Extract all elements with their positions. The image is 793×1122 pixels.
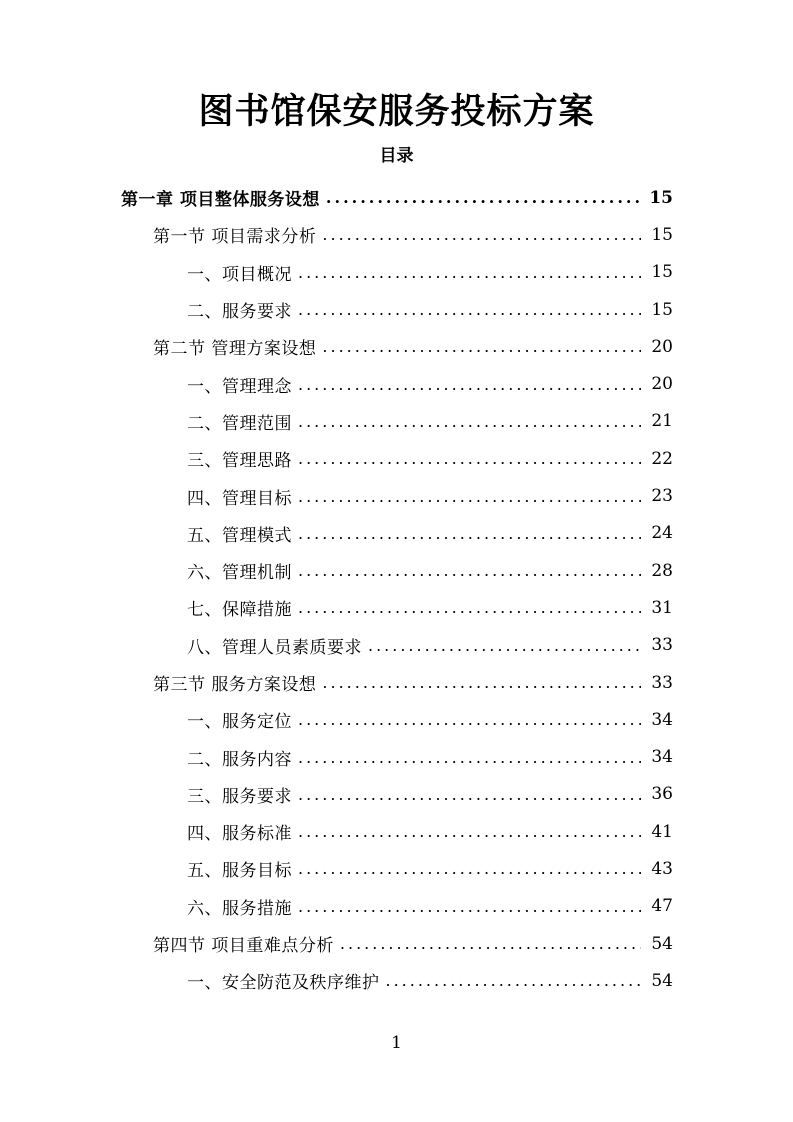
- toc-entry-label: 第一章 项目整体服务设想: [121, 190, 320, 211]
- toc-entry[interactable]: [0, 403, 793, 440]
- toc-entry-page: 31: [651, 597, 673, 618]
- toc-entry[interactable]: [0, 738, 793, 775]
- toc-dot-leader: [298, 748, 641, 767]
- toc-entry-label: 一、服务定位: [187, 712, 292, 733]
- toc-entry-label: 一、项目概况: [187, 264, 292, 285]
- toc-dot-leader: [298, 412, 641, 431]
- toc-dot-leader: [340, 934, 641, 953]
- toc-dot-leader: [322, 337, 641, 356]
- toc-entry[interactable]: [0, 627, 793, 664]
- toc-dot-leader: [298, 300, 641, 319]
- toc-dot-leader: [298, 449, 641, 468]
- toc-entry-label: 二、服务要求: [187, 302, 292, 323]
- page-number: 1: [391, 1033, 402, 1053]
- toc-entry-page: 28: [651, 560, 673, 581]
- toc-dot-leader: [298, 561, 641, 580]
- toc-dot-leader: [368, 636, 641, 655]
- toc-entry-page: 54: [651, 933, 673, 954]
- toc-entry[interactable]: [0, 589, 793, 626]
- toc-entry-page: 33: [651, 672, 673, 693]
- toc-dot-leader: [298, 710, 641, 729]
- toc-entry[interactable]: [0, 291, 793, 328]
- toc-dot-leader: [298, 487, 641, 506]
- toc-entry-page: 15: [651, 262, 673, 283]
- toc-dot-leader: [326, 188, 641, 207]
- toc-entry[interactable]: [0, 701, 793, 738]
- toc-entry-label: 第一节 项目需求分析: [153, 227, 317, 248]
- toc-dot-leader: [386, 971, 642, 990]
- toc-entry[interactable]: [0, 850, 793, 887]
- toc-entry-page: 36: [651, 784, 673, 805]
- toc-entry[interactable]: [0, 888, 793, 925]
- toc-entry-page: 15: [651, 299, 673, 320]
- toc-entry-label: 第二节 管理方案设想: [153, 339, 317, 360]
- toc-entry[interactable]: [0, 515, 793, 552]
- toc-entry[interactable]: [0, 664, 793, 701]
- toc-entry[interactable]: [0, 477, 793, 514]
- toc-entry-label: 六、服务措施: [187, 898, 292, 919]
- document-title: 图书馆保安服务投标方案: [198, 91, 595, 132]
- toc-entry-page: 21: [651, 411, 673, 432]
- toc-dot-leader: [298, 785, 641, 804]
- toc-dot-leader: [298, 822, 641, 841]
- toc-entry-label: 第四节 项目重难点分析: [153, 936, 334, 957]
- toc-dot-leader: [298, 897, 641, 916]
- toc-entry[interactable]: [0, 813, 793, 850]
- toc-entry-page: 15: [651, 224, 673, 245]
- toc-entry[interactable]: [0, 216, 793, 253]
- toc-entry-page: 34: [651, 747, 673, 768]
- toc-heading: 目录: [379, 146, 414, 166]
- toc-entry-label: 第三节 服务方案设想: [153, 675, 317, 695]
- toc-entry-page: 20: [651, 374, 673, 395]
- toc-entry-label: 五、管理模式: [187, 525, 292, 546]
- toc-entry[interactable]: [0, 776, 793, 813]
- toc-entry-page: 43: [651, 858, 673, 879]
- toc-entry[interactable]: [0, 365, 793, 402]
- toc-entry-page: 33: [651, 635, 673, 656]
- toc-dot-leader: [298, 263, 641, 282]
- toc-dot-leader: [298, 859, 641, 878]
- toc-entry-label: 六、管理机制: [187, 563, 292, 584]
- toc-entry-page: 22: [651, 448, 673, 469]
- toc-dot-leader: [298, 598, 641, 617]
- toc-entry-page: 20: [651, 336, 673, 357]
- toc-entry[interactable]: [0, 328, 793, 365]
- toc-dot-leader: [298, 524, 641, 543]
- toc-entry[interactable]: [0, 962, 793, 999]
- toc-entry-label: 三、管理思路: [187, 451, 292, 472]
- table-of-contents: [0, 179, 793, 1000]
- toc-entry[interactable]: [0, 925, 793, 962]
- toc-dot-leader: [322, 673, 641, 692]
- toc-entry-label: 一、安全防范及秩序维护: [187, 973, 380, 994]
- toc-entry-page: 23: [651, 486, 673, 507]
- toc-entry-label: 二、管理范围: [187, 413, 292, 434]
- toc-entry-label: 二、服务内容: [187, 749, 292, 770]
- toc-entry-label: 一、管理理念: [187, 376, 292, 397]
- toc-dot-leader: [322, 225, 641, 244]
- toc-entry-label: 四、管理目标: [187, 488, 292, 509]
- toc-entry-page: 41: [651, 821, 673, 842]
- toc-entry[interactable]: [0, 254, 793, 291]
- toc-entry-label: 七、保障措施: [187, 600, 292, 621]
- toc-dot-leader: [298, 375, 641, 394]
- toc-entry-page: 34: [651, 709, 673, 730]
- toc-entry-page: 54: [651, 970, 673, 991]
- toc-entry-label: 四、服务标准: [187, 824, 292, 845]
- toc-entry-label: 八、管理人员素质要求: [187, 637, 362, 658]
- toc-entry-page: 47: [651, 896, 673, 917]
- toc-entry[interactable]: [0, 440, 793, 477]
- toc-entry[interactable]: [0, 179, 793, 216]
- toc-entry[interactable]: [0, 552, 793, 589]
- toc-entry-label: 五、服务目标: [187, 861, 292, 882]
- toc-entry-page: 15: [649, 187, 673, 208]
- toc-entry-label: 三、服务要求: [187, 786, 292, 807]
- toc-entry-page: 24: [651, 523, 673, 544]
